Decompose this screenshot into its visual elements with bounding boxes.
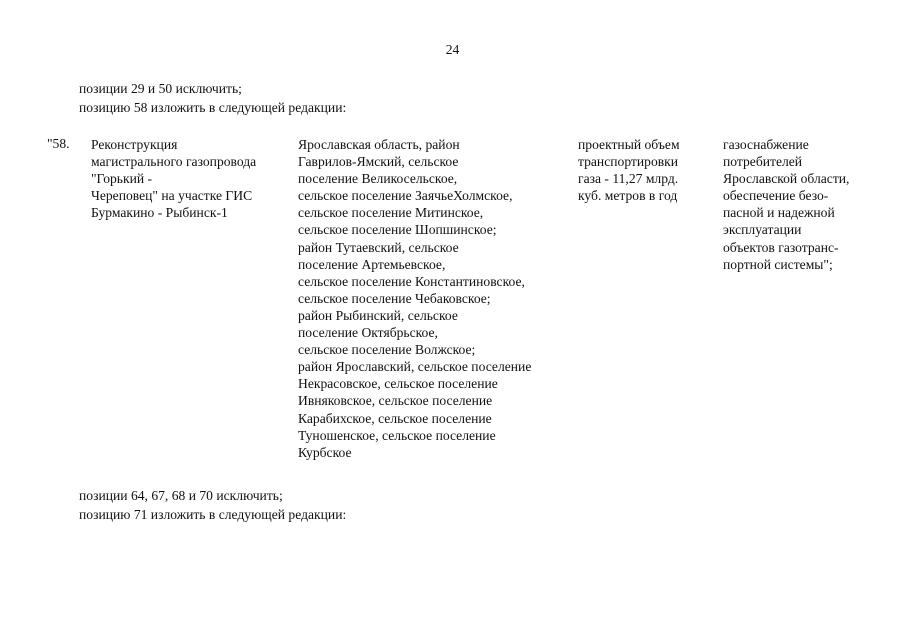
purpose-line: Ярославской области, bbox=[723, 171, 850, 187]
location-line: сельское поселение Константиновское, bbox=[298, 273, 525, 289]
object-name-line: Бурмакино - Рыбинск-1 bbox=[91, 205, 228, 221]
purpose-cell bbox=[723, 136, 849, 273]
capacity-line: куб. метров в год bbox=[578, 188, 678, 204]
capacity-line: транспортировки bbox=[578, 154, 679, 170]
purpose-line: портной системы"; bbox=[723, 256, 833, 272]
object-name-line: Череповец" на участке ГИС bbox=[91, 188, 253, 204]
location-line: Туношенское, сельское поселение bbox=[298, 427, 496, 443]
location-line: Карабихское, сельское поселение bbox=[298, 410, 492, 426]
outro-line-amend: позицию 71 изложить в следующей редакции: bbox=[79, 507, 347, 522]
purpose-line: пасной и надежной bbox=[723, 205, 835, 221]
purpose-line: обеспечение безо- bbox=[723, 188, 829, 204]
object-name-line: "Горький - bbox=[91, 171, 153, 187]
capacity-line: проектный объем bbox=[578, 137, 680, 152]
location-line: район Тутаевский, сельское bbox=[298, 239, 459, 255]
location-line: район Ярославский, сельское поселение bbox=[298, 359, 532, 375]
location-line: поселение Артемьевское, bbox=[298, 256, 446, 272]
position-number: "58. bbox=[47, 136, 70, 151]
purpose-line: газоснабжение bbox=[723, 137, 809, 152]
intro-line-exclude: позиции 29 и 50 исключить; bbox=[79, 81, 242, 96]
object-name-line: Реконструкция bbox=[91, 137, 178, 152]
object-name-cell bbox=[91, 136, 256, 221]
location-line: Некрасовское, сельское поселение bbox=[298, 376, 498, 392]
purpose-line: эксплуатации bbox=[723, 222, 802, 238]
purpose-line: потребителей bbox=[723, 154, 803, 170]
location-line: поселение Октябрьское, bbox=[298, 325, 438, 341]
location-line: Ярославская область, район bbox=[298, 137, 460, 152]
location-line: Гаврилов-Ямский, сельское bbox=[298, 154, 459, 170]
location-line: сельское поселение Волжское; bbox=[298, 342, 476, 358]
capacity-line: газа - 11,27 млрд. bbox=[578, 171, 679, 187]
location-line: Курбское bbox=[298, 444, 352, 460]
intro-line-amend: позицию 58 изложить в следующей редакции: bbox=[79, 100, 347, 115]
location-cell bbox=[298, 136, 531, 461]
location-line: сельское поселение ЗаячьеХолмское, bbox=[298, 188, 513, 204]
location-line: сельское поселение Шопшинское; bbox=[298, 222, 497, 238]
location-line: поселение Великосельское, bbox=[298, 171, 458, 187]
location-line: Ивняковское, сельское поселение bbox=[298, 393, 493, 409]
location-line: сельское поселение Чебаковское; bbox=[298, 290, 491, 306]
capacity-cell bbox=[578, 136, 680, 204]
outro-line-exclude: позиции 64, 67, 68 и 70 исключить; bbox=[79, 488, 283, 503]
location-line: сельское поселение Митинское, bbox=[298, 205, 484, 221]
location-line: район Рыбинский, сельское bbox=[298, 307, 458, 323]
page-number: 24 bbox=[445, 42, 460, 57]
purpose-line: объектов газотранс- bbox=[723, 239, 839, 255]
object-name-line: магистрального газопровода bbox=[91, 154, 257, 170]
